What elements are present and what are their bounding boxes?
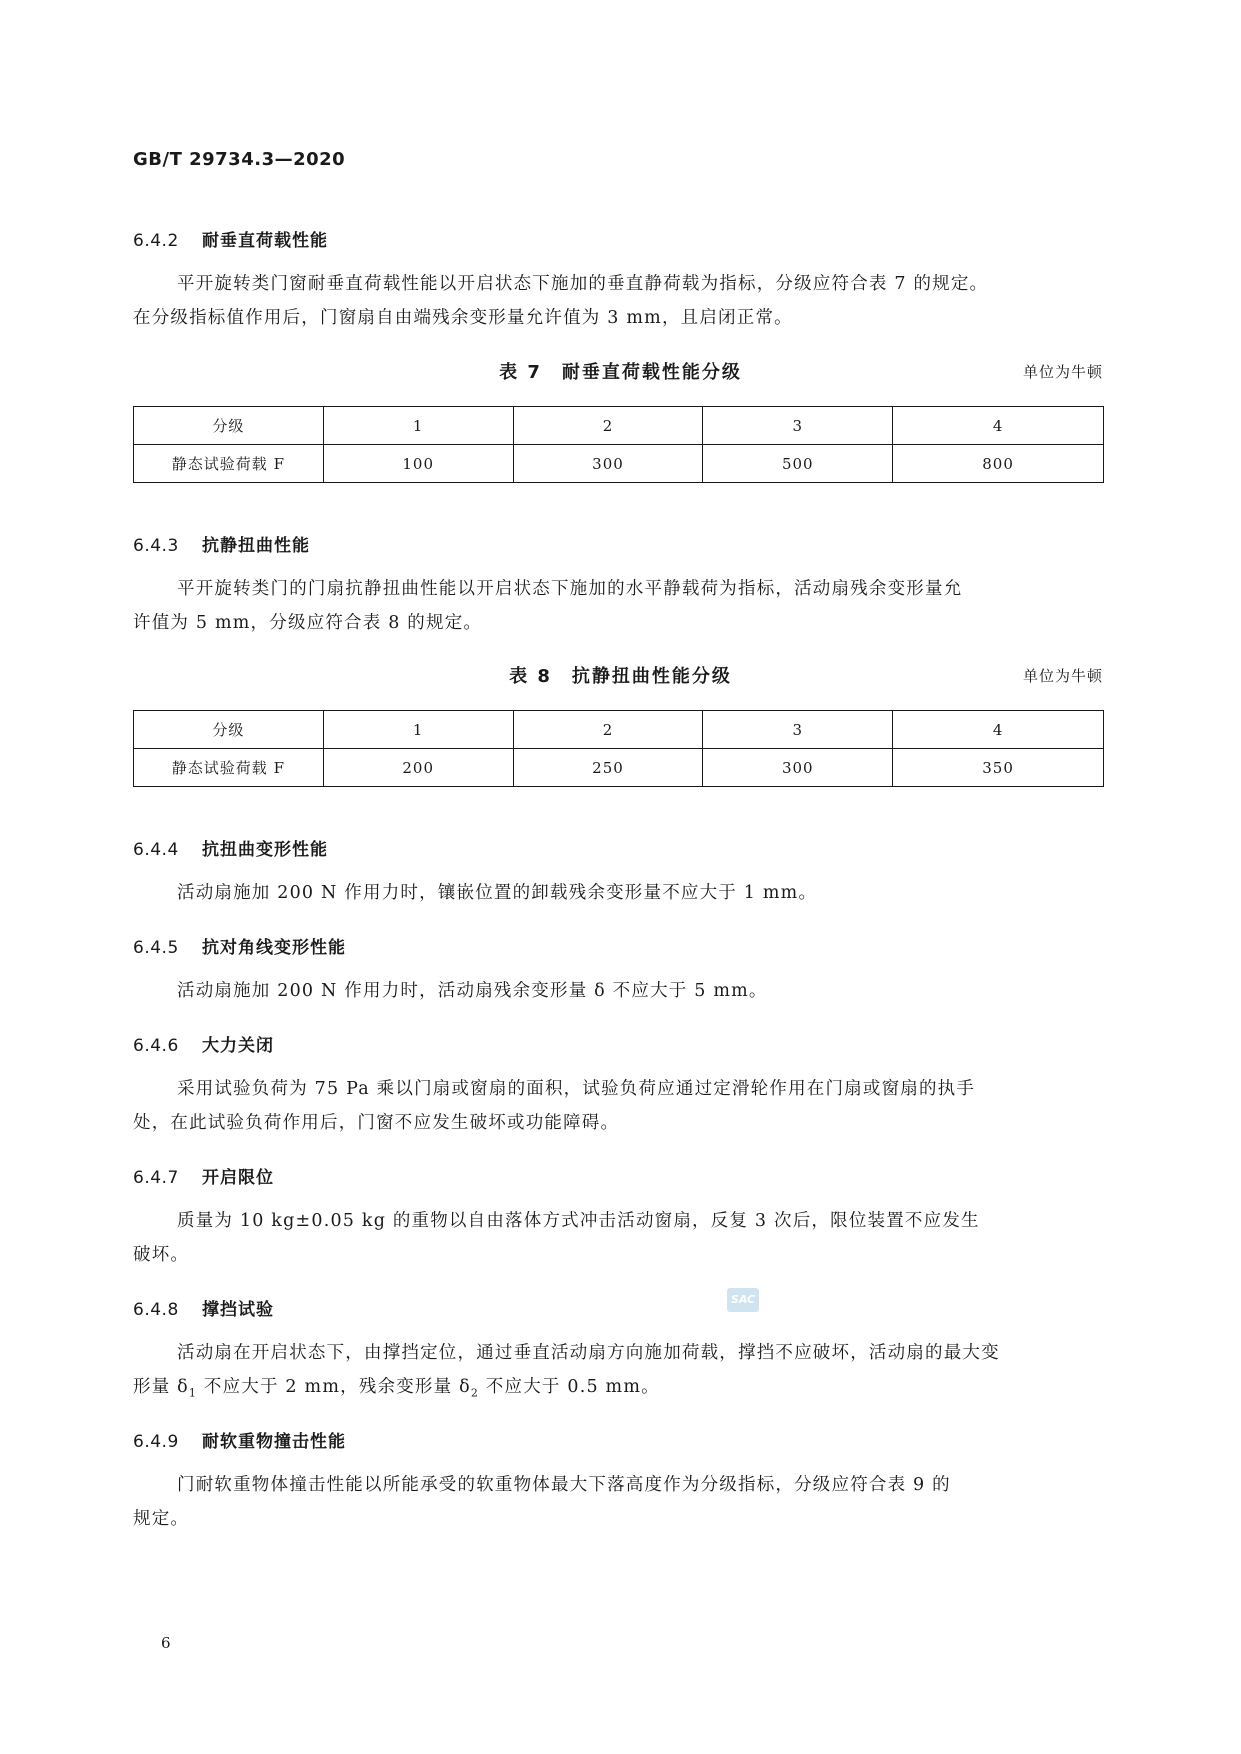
paragraph-line: 规定。	[133, 1509, 190, 1529]
section-title: 耐软重物撞击性能	[202, 1432, 346, 1452]
table-cell: 2	[513, 711, 703, 749]
section-heading-6-4-2	[133, 226, 328, 251]
paragraph-line: 破坏。	[133, 1245, 190, 1265]
paragraph-line: 平开旋转类门窗耐垂直荷载性能以开启状态下施加的垂直静荷载为指标，分级应符合表 7 的规定。	[177, 274, 989, 294]
paragraph-6-4-2	[133, 267, 1103, 335]
table-cell: 2	[513, 407, 703, 445]
section-number: 6.4.7	[133, 1168, 179, 1188]
section-title: 大力关闭	[202, 1036, 274, 1056]
table-row	[134, 407, 1104, 445]
section-heading-6-4-4	[133, 835, 328, 860]
paragraph-6-4-4	[133, 876, 1103, 910]
row-header-load: 静态试验荷载 F	[134, 445, 324, 483]
section-heading-6-4-5	[133, 933, 346, 958]
table-cell: 1	[323, 407, 513, 445]
paragraph-6-4-8	[133, 1336, 1103, 1411]
table-cell: 250	[513, 749, 703, 787]
row-header-grade: 分级	[134, 711, 324, 749]
section-title: 耐垂直荷载性能	[202, 231, 328, 251]
table-cell: 800	[893, 445, 1104, 483]
paragraph-line: 处，在此试验负荷作用后，门窗不应发生破坏或功能障碍。	[133, 1113, 620, 1133]
table-8	[133, 710, 1104, 787]
section-title: 抗静扭曲性能	[202, 536, 310, 556]
paragraph-line	[133, 1370, 1103, 1411]
table-cell: 500	[703, 445, 893, 483]
section-heading-6-4-6	[133, 1031, 274, 1056]
paragraph-line: 活动扇施加 200 N 作用力时，活动扇残余变形量 δ 不应大于 5 mm。	[177, 981, 768, 1001]
sac-watermark-logo: SAC	[727, 1288, 759, 1312]
section-heading-6-4-9	[133, 1427, 346, 1452]
table-8-unit: 单位为牛顿	[1022, 667, 1103, 685]
section-number: 6.4.2	[133, 231, 179, 251]
paragraph-line: 质量为 10 kg±0.05 kg 的重物以自由落体方式冲击活动窗扇，反复 3 次后，限位装置不应发生	[177, 1211, 980, 1231]
table-cell: 350	[893, 749, 1104, 787]
section-heading-6-4-8	[133, 1295, 274, 1320]
page-number: 6	[161, 1634, 171, 1652]
table-cell: 300	[513, 445, 703, 483]
table-row	[134, 749, 1104, 787]
table-8-caption: 表 8 抗静扭曲性能分级	[509, 666, 732, 687]
paragraph-line: 活动扇施加 200 N 作用力时，镶嵌位置的卸载残余变形量不应大于 1 mm。	[177, 883, 818, 903]
paragraph-6-4-5	[133, 974, 1103, 1008]
section-heading-6-4-3	[133, 531, 310, 556]
section-title: 抗扭曲变形性能	[202, 840, 328, 860]
table-cell: 1	[323, 711, 513, 749]
paragraph-line: 许值为 5 mm，分级应符合表 8 的规定。	[133, 613, 483, 633]
paragraph-6-4-3	[133, 572, 1103, 640]
table-cell: 4	[893, 407, 1104, 445]
table-row	[134, 445, 1104, 483]
text-run: 不应大于 2 mm，残余变形量 δ	[197, 1377, 471, 1397]
section-number: 6.4.9	[133, 1432, 179, 1452]
section-number: 6.4.8	[133, 1300, 179, 1320]
table-cell: 100	[323, 445, 513, 483]
paragraph-line: 平开旋转类门的门扇抗静扭曲性能以开启状态下施加的水平静载荷为指标，活动扇残余变形量允	[177, 579, 963, 599]
section-title: 撑挡试验	[202, 1300, 274, 1320]
table-row	[134, 711, 1104, 749]
subscript: 1	[188, 1386, 198, 1400]
paragraph-6-4-9	[133, 1468, 1103, 1536]
table-cell: 3	[703, 407, 893, 445]
subscript: 2	[470, 1386, 480, 1400]
paragraph-line: 在分级指标值作用后，门窗扇自由端残余变形量允许值为 3 mm，且启闭正常。	[133, 308, 793, 328]
section-number: 6.4.4	[133, 840, 179, 860]
section-number: 6.4.5	[133, 938, 179, 958]
row-header-grade: 分级	[134, 407, 324, 445]
table-7	[133, 406, 1104, 483]
section-title: 抗对角线变形性能	[202, 938, 346, 958]
section-number: 6.4.6	[133, 1036, 179, 1056]
table-cell: 200	[323, 749, 513, 787]
section-heading-6-4-7	[133, 1163, 274, 1188]
text-run: 形量 δ	[133, 1377, 189, 1397]
table-7-caption: 表 7 耐垂直荷载性能分级	[499, 362, 742, 383]
paragraph-6-4-7	[133, 1204, 1103, 1272]
section-title: 开启限位	[202, 1168, 274, 1188]
table-7-unit: 单位为牛顿	[1022, 363, 1103, 381]
table-cell: 4	[893, 711, 1104, 749]
text-run: 不应大于 0.5 mm。	[479, 1377, 660, 1397]
row-header-load: 静态试验荷载 F	[134, 749, 324, 787]
paragraph-line: 门耐软重物体撞击性能以所能承受的软重物体最大下落高度作为分级指标，分级应符合表 9 的	[177, 1475, 951, 1495]
paragraph-6-4-6	[133, 1072, 1103, 1140]
standard-code: GB/T 29734.3—2020	[133, 149, 346, 170]
paragraph-line: 采用试验负荷为 75 Pa 乘以门扇或窗扇的面积，试验负荷应通过定滑轮作用在门扇或窗扇的执手	[177, 1079, 976, 1099]
section-number: 6.4.3	[133, 536, 179, 556]
table-cell: 3	[703, 711, 893, 749]
paragraph-line: 活动扇在开启状态下，由撑挡定位，通过垂直活动扇方向施加荷载，撑挡不应破坏，活动扇的最大变	[177, 1343, 1000, 1363]
table-cell: 300	[703, 749, 893, 787]
